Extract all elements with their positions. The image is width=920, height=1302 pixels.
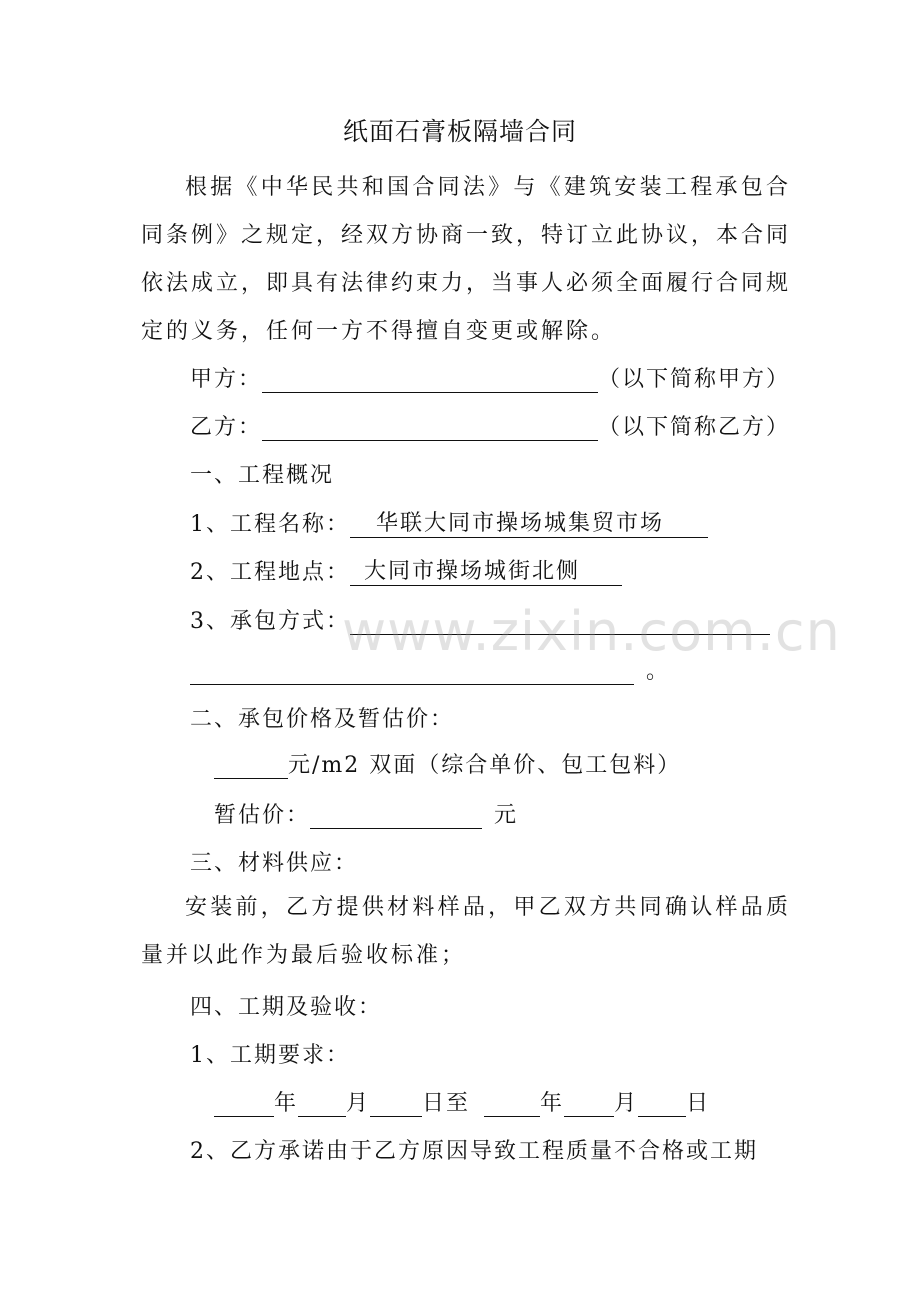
watermark: www.zixin.com.cn [342,600,841,663]
intro-paragraph: 根据《中华民共和国合同法》与《建筑安装工程承包合同条例》之规定，经双方协商一致，特订立此协议，本合同依法成立，即具有法律约束力，当事人必须全面履行合同规定的义务，任何一方不得擅自变更或解除。 [141,175,792,344]
estimate-label: 暂估价： [214,803,311,828]
period-label: 1、工期要求： [190,1043,350,1068]
start-year-blank[interactable] [214,1090,274,1117]
end-month-label: 月 [614,1091,639,1116]
section-4-heading: 四、工期及验收： [190,995,383,1020]
period-dates-line [214,1086,710,1117]
section-3-text: 安装前，乙方提供材料样品，甲乙双方共同确认样品质量并以此作为最后验收标准； [141,895,791,968]
project-site-value: 大同市操场城街北侧 [350,554,622,586]
unit-price-line [214,748,681,779]
section-3-heading: 三、材料供应： [190,851,359,876]
project-name-label: 1、工程名称： [190,512,350,537]
party-a-blank[interactable] [262,366,598,393]
party-a-label: 甲方： [190,367,263,392]
period-item-2: 2、乙方承诺由于乙方原因导致工程质量不合格或工期 [190,1139,758,1164]
unit-price-blank[interactable] [214,752,288,779]
start-month-label: 月 [346,1091,371,1116]
unit-price-text: 元/m2 双面（综合单价、包工包料） [288,753,682,778]
party-b-label: 乙方： [190,415,263,440]
end-year-label: 年 [540,1091,565,1116]
contract-mode-end: 。 [646,659,671,684]
section-1-heading: 一、工程概况 [190,463,335,488]
start-day-to-label: 日至 [422,1091,471,1116]
end-month-blank[interactable] [564,1090,614,1117]
estimate-line [214,798,518,829]
project-site-label: 2、工程地点： [190,560,350,585]
estimate-blank[interactable] [310,802,482,829]
end-day-label: 日 [686,1091,711,1116]
section-2-heading: 二、承包价格及暂估价： [190,707,455,732]
estimate-unit: 元 [494,803,519,828]
start-year-label: 年 [274,1091,299,1116]
party-b-suffix: （以下简称乙方） [598,415,791,440]
party-a-line [190,362,790,393]
party-a-suffix: （以下简称甲方） [598,367,791,392]
project-site-line [190,554,622,586]
start-month-blank[interactable] [298,1090,346,1117]
project-name-line [190,506,708,538]
contract-mode-label: 3、承包方式： [190,609,350,634]
party-b-blank[interactable] [262,414,598,441]
party-b-line [190,410,790,441]
end-day-blank[interactable] [638,1090,686,1117]
page-title: 纸面石膏板隔墙合同 [342,117,577,146]
start-day-blank[interactable] [370,1090,422,1117]
end-year-blank[interactable] [484,1090,540,1117]
project-name-value: 华联大同市操场城集贸市场 [350,506,708,538]
